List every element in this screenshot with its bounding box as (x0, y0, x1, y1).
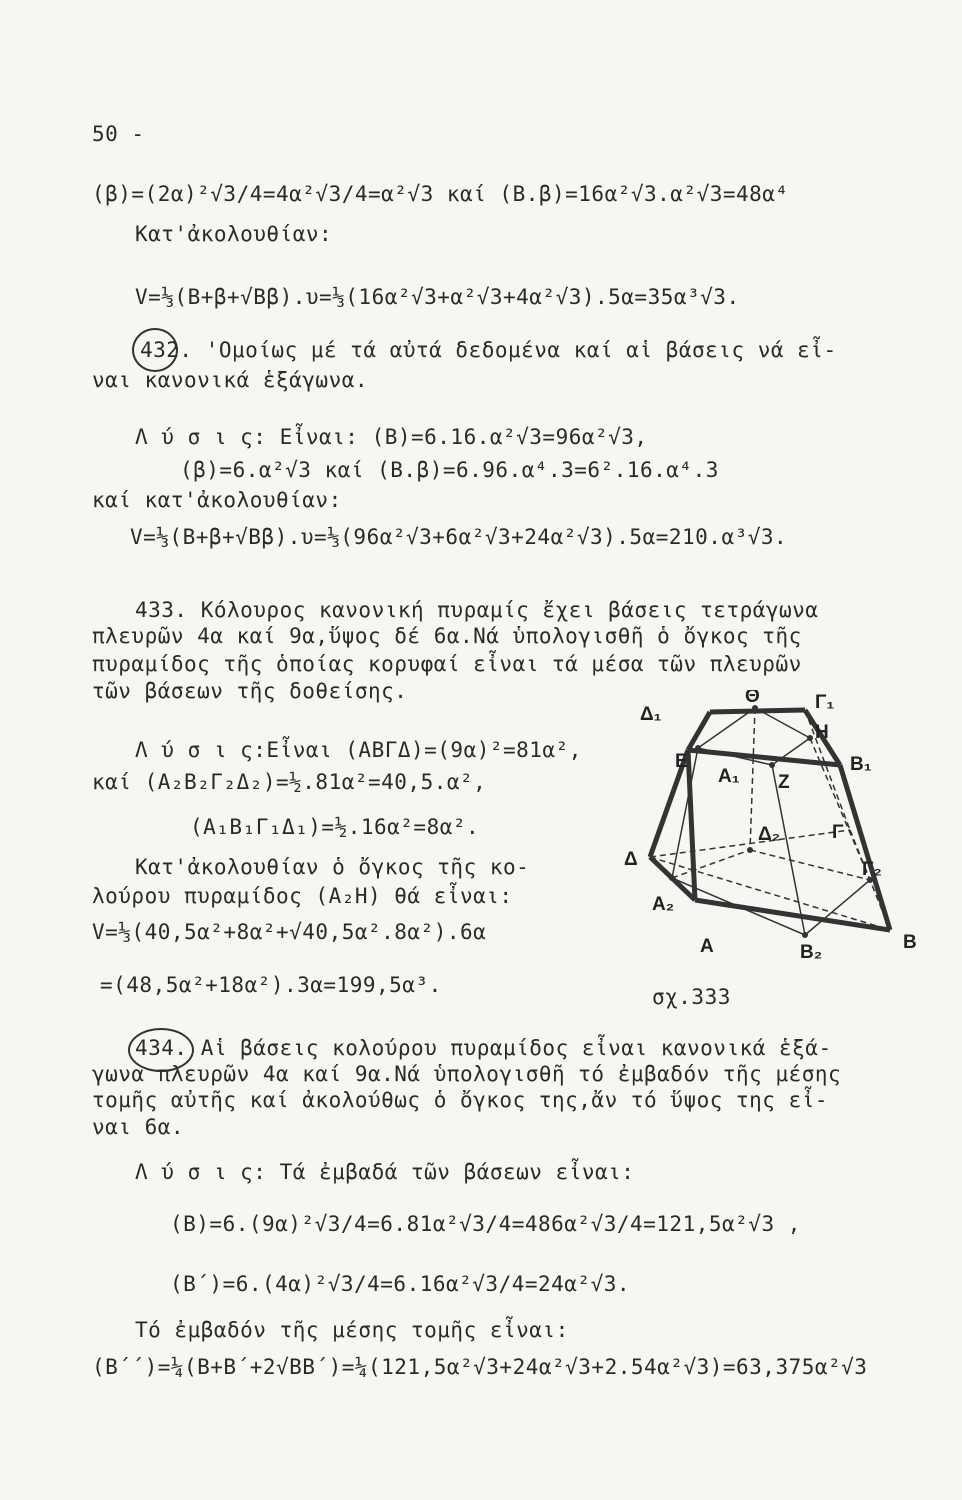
text-line: πλευρῶν 4α καί 9α,ὕψος δέ 6α.Νά ὑπολογισθῆ ὁ ὄγκος τῆς (92, 624, 802, 648)
text-line: Λ ύ σ ι ς:Εἶναι (ΑΒΓΔ)=(9α)²=81α², (135, 738, 582, 762)
label-A2: Α₂ (652, 894, 675, 915)
text-line: (β)=6.α²√3 καί (Β.β)=6.96.α⁴.3=6².16.α⁴.3 (180, 458, 719, 482)
text-line: V=⅓(40,5α²+8α²+√40,5α².8α²).6α (92, 920, 487, 944)
text-line: V=⅓(Β+β+√Ββ).υ=⅓(96α²√3+6α²√3+24α²√3).5α=210.α³√3. (130, 525, 788, 549)
label-G2: Γ₂ (862, 859, 882, 880)
label-D1: Δ₁ (640, 704, 662, 725)
text-line: Τό ἐμβαδόν τῆς μέσης τομῆς εἶναι: (135, 1318, 569, 1342)
text-line: (Β)=6.(9α)²√3/4=6.81α²√3/4=486α²√3/4=121,5α²√3 , (170, 1212, 801, 1236)
text-line: V=⅓(Β+β+√Ββ).υ=⅓(16α²√3+α²√3+4α²√3).5α=35α³√3. (135, 285, 740, 309)
label-A: Α (700, 936, 714, 957)
text-line: τομῆς αὐτῆς καί ἀκολούθως ὁ ὄγκος της,ἄν τό ὕψος της εἶ- (92, 1088, 829, 1112)
label-H: Η (815, 722, 829, 743)
page-number: 50 - (92, 122, 145, 146)
text-line: 433. Κόλουρος κανονική πυραμίς ἔχει βάσεις τετράγωνα (135, 598, 819, 622)
text-line: Λ ύ σ ι ς: Τά ἐμβαδά τῶν βάσεων εἶναι: (135, 1160, 635, 1184)
label-B2: Β₂ (800, 942, 823, 963)
label-Z: Ζ (778, 772, 790, 793)
text-line: γωνα πλευρῶν 4α καί 9α.Νά ὑπολογισθῆ τό ἐμβαδόν τῆς μέσης (92, 1062, 842, 1086)
text-line: καί κατ'ἀκολουθίαν: (92, 488, 342, 512)
text-line: Κατ'ἀκολουθίαν: (135, 222, 333, 246)
label-B: Β (903, 932, 917, 953)
figure-caption: σχ.333 (652, 985, 731, 1009)
label-Th: Θ (745, 690, 760, 707)
text-line: =(48,5α²+18α²).3α=199,5α³. (100, 973, 442, 997)
text-line: Κατ'ἀκολουθίαν ὁ ὄγκος τῆς κο- (135, 855, 530, 879)
label-G1: Γ₁ (815, 692, 835, 713)
label-G: Γ (832, 822, 844, 843)
label-D: Δ (624, 849, 638, 870)
pyramid-figure (600, 690, 920, 1010)
text-line: πυραμίδος τῆς ὁποίας κορυφαί εἶναι τά μέσα τῶν πλευρῶν (92, 652, 802, 676)
label-D2: Δ₂ (758, 824, 781, 845)
label-E: Ε (675, 751, 688, 772)
text-line: καί (Α₂Β₂Γ₂Δ₂)=½.81α²=40,5.α², (92, 770, 487, 794)
text-line: (Α₁Β₁Γ₁Δ₁)=½.16α²=8α². (190, 815, 480, 839)
text-line: ναι 6α. (92, 1115, 185, 1139)
text-line: τῶν βάσεων τῆς δοθείσης. (92, 679, 408, 703)
text-line: 432. 'Ομοίως μέ τά αὐτά δεδομένα καί αἱ βάσεις νά εἶ- (140, 338, 837, 362)
text-line: ναι κανονικά ἑξάγωνα. (92, 368, 369, 392)
text-line: (Β΄΄)=¼(Β+Β΄+2√ΒΒ΄)=¼(121,5α²√3+24α²√3+2.54α²√3)=63,375α²√3 (92, 1355, 868, 1379)
text-line: Λ ύ σ ι ς: Εἶναι: (Β)=6.16.α²√3=96α²√3, (135, 425, 648, 449)
text-line: λούρου πυραμίδος (Α₂Η) θά εἶναι: (92, 884, 513, 908)
label-A1: Α₁ (718, 766, 740, 787)
text-line: (Β΄)=6.(4α)²√3/4=6.16α²√3/4=24α²√3. (170, 1272, 631, 1296)
label-B1: Β₁ (850, 754, 872, 775)
text-line: 434. Αἱ βάσεις κολούρου πυραμίδος εἶναι κανονικά ἑξά- (135, 1036, 832, 1060)
text-line: (β)=(2α)²√3/4=4α²√3/4=α²√3 καί (Β.β)=16α²√3.α²√3=48α⁴ (92, 182, 789, 206)
